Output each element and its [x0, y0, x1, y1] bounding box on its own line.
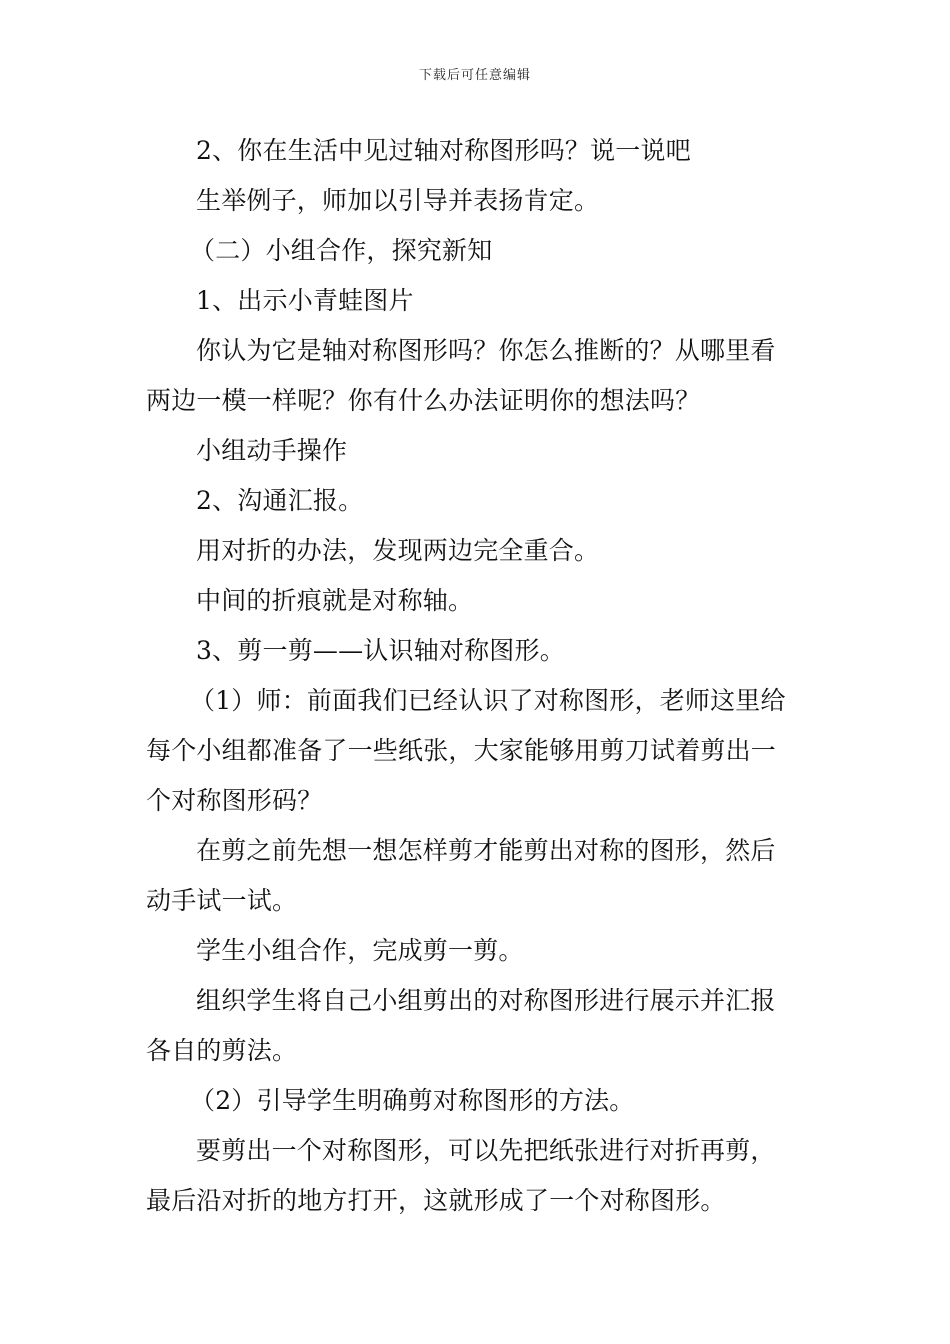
paragraph-line: 小组动手操作 [196, 436, 348, 465]
paragraph-line: 生举例子，师加以引导并表扬肯定。 [196, 186, 600, 215]
paragraph-line: 2、你在生活中见过轴对称图形吗？说一说吧 [196, 136, 691, 165]
paragraph-line: 学生小组合作，完成剪一剪。 [196, 936, 524, 965]
paragraph-line: 用对折的办法，发现两边完全重合。 [196, 536, 600, 565]
paragraph-line: 中间的折痕就是对称轴。 [196, 586, 474, 615]
paragraph-line: （2）引导学生明确剪对称图形的方法。 [190, 1086, 635, 1115]
paragraph-line: 动手试一试。 [146, 886, 298, 915]
page-header: 下载后可任意编辑 [418, 68, 531, 83]
paragraph-line: 在剪之前先想一想怎样剪才能剪出对称的图形，然后 [196, 836, 776, 865]
paragraph-line: 每个小组都准备了一些纸张，大家能够用剪刀试着剪出一 [146, 736, 777, 765]
paragraph-line: 你认为它是轴对称图形吗？你怎么推断的？从哪里看 [196, 336, 776, 365]
paragraph-line: 两边一模一样呢？你有什么办法证明你的想法吗？ [146, 386, 701, 415]
paragraph-line: 个对称图形码？ [146, 786, 323, 815]
document-body [146, 126, 810, 1226]
paragraph-line: 组织学生将自己小组剪出的对称图形进行展示并汇报 [196, 986, 776, 1015]
paragraph-line: 各自的剪法。 [146, 1036, 298, 1065]
paragraph-line: 要剪出一个对称图形，可以先把纸张进行对折再剪， [196, 1136, 776, 1165]
section-heading: （二）小组合作，探究新知 [190, 236, 493, 265]
paragraph-line: 2、沟通汇报。 [196, 486, 364, 515]
paragraph-line: （1）师：前面我们已经认识了对称图形，老师这里给 [190, 686, 786, 715]
paragraph-line: 最后沿对折的地方打开，这就形成了一个对称图形。 [146, 1186, 726, 1215]
paragraph-line: 1、出示小青蛙图片 [196, 286, 414, 315]
paragraph-line: 3、剪一剪——认识轴对称图形。 [196, 636, 565, 665]
